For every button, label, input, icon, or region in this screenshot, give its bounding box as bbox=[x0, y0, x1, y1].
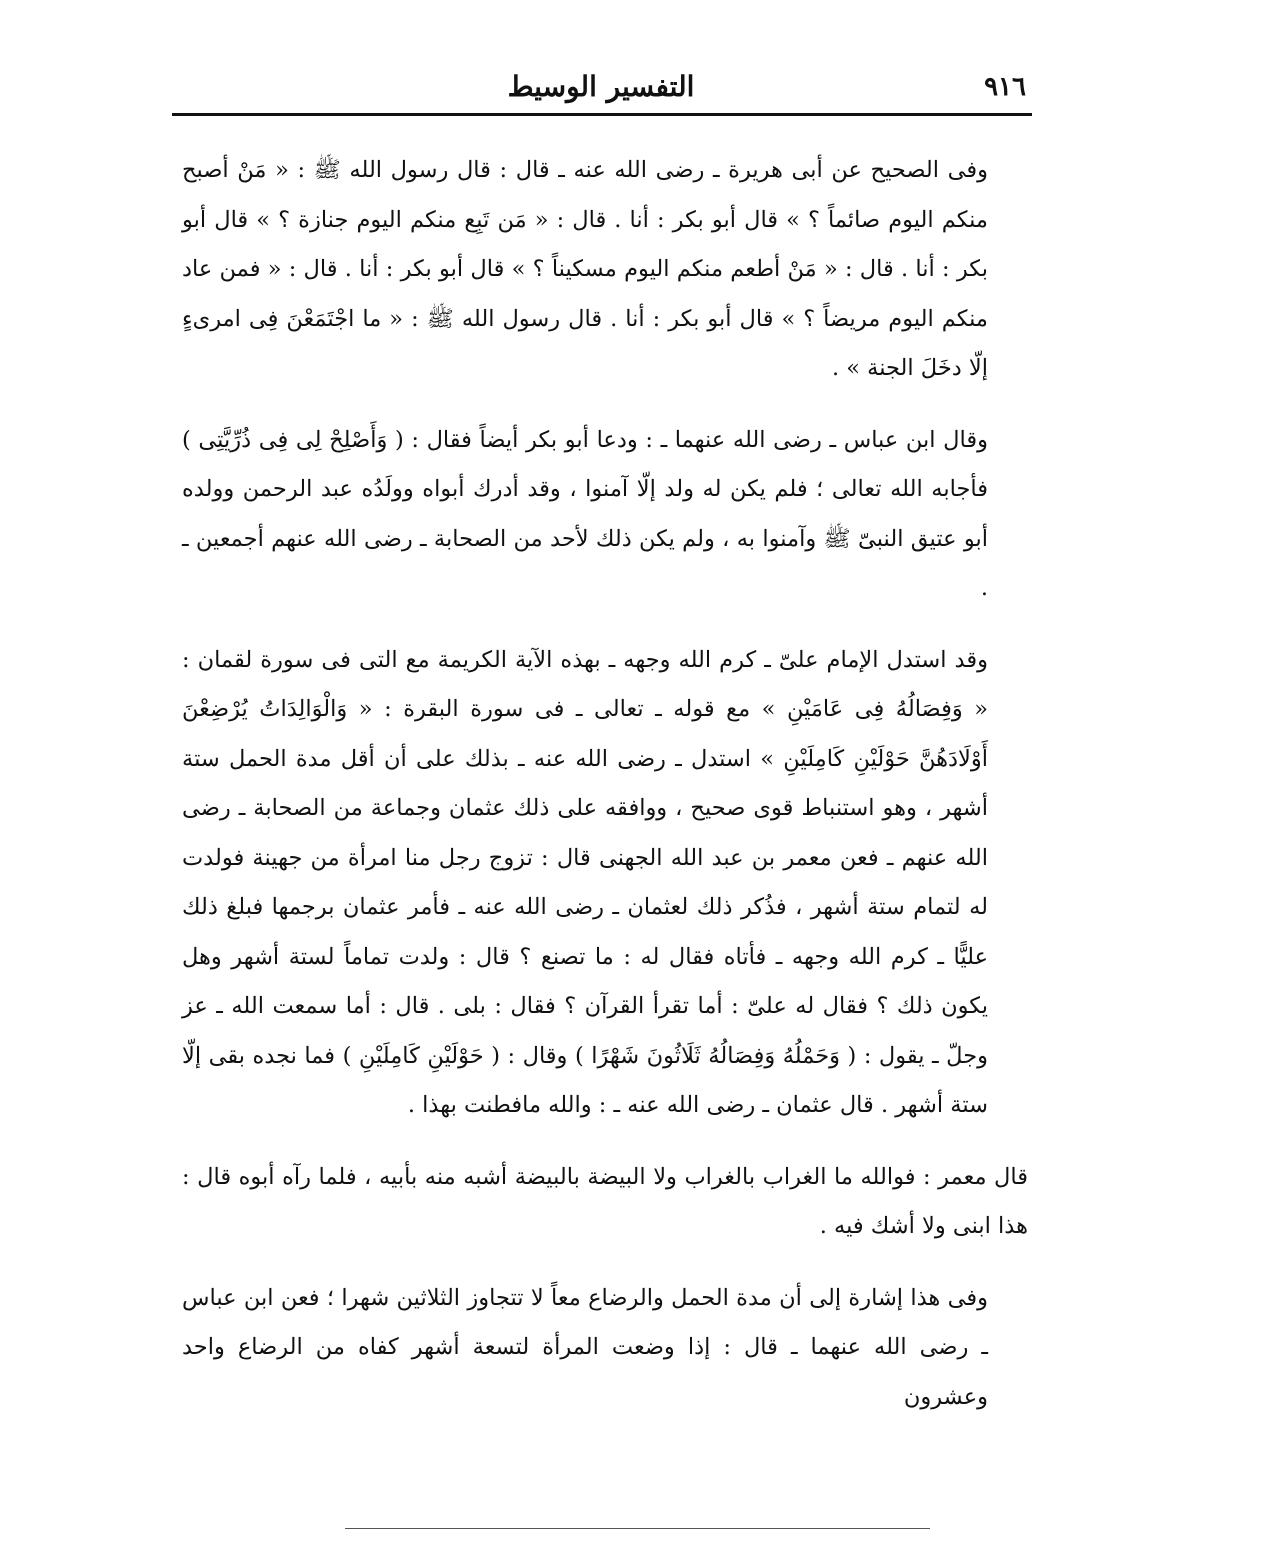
footer-rule bbox=[345, 1528, 930, 1529]
running-header bbox=[172, 68, 1030, 112]
paragraph-4: قال معمر : فوالله ما الغراب بالغراب ولا البيضة بالبيضة أشبه منه بأبيه ، فلما رآه أبوه قال : هذا ابنى ولا أشك فيه . bbox=[182, 1163, 1028, 1239]
body-text bbox=[182, 146, 1028, 1422]
paragraph-3: وقد استدل الإمام علىّ ـ كرم الله وجهه ـ بهذه الآية الكريمة مع التى فى سورة لقمان : « وَفِصَالُهُ فِى عَامَيْنِ » مع قوله ـ تعالى ـ فى سورة البقرة : « وَالْوَالِدَاتُ يُرْضِعْنَ أَوْلَادَهُنَّ حَوْلَيْنِ كَامِلَيْنِ » استدل ـ رضى الله عنه ـ بذلك على أن أقل مدة الحمل ستة أشهر ، وهو استنباط قوى صحيح ، ووافقه على ذلك عثمان وجماعة من الصحابة ـ رضى الله عنهم ـ فعن معمر بن عبد الله الجهنى قال : تزوج رجل منا امرأة من جهينة فولدت له لتمام ستة أشهر ، فذُكر ذلك لعثمان ـ رضى الله عنه ـ فأمر عثمان برجمها فبلغ ذلك عليًّا ـ كرم الله وجهه ـ فأتاه فقال له : ما تصنع ؟ قال : ولدت تماماً لستة أشهر وهل يكون ذلك ؟ فقال له علىّ : أما تقرأ القرآن ؟ فقال : بلى . قال : أما سمعت الله ـ عز وجلّ ـ يقول : ( وَحَمْلُهُ وَفِصَالُهُ ثَلَاثُونَ شَهْرًا ) وقال : ( حَوْلَيْنِ كَامِلَيْنِ ) فما نجده بقى إلّا ستة أشهر . قال عثمان ـ رضى الله عنه ـ : والله مافطنت بهذا . bbox=[182, 646, 988, 1118]
running-title: التفسير الوسيط bbox=[507, 70, 695, 103]
paragraph-2: وقال ابن عباس ـ رضى الله عنهما ـ : ودعا أبو بكر أيضاً فقال : ( وَأَصْلِحْ لِى فِى ذُرِّيَّتِى ) فأجابه الله تعالى ؛ فلم يكن له ولد إلّا آمنوا ، وقد أدرك أبواه وولَدُه عبد الرحمن وولده أبو عتيق النبىّ ﷺ وآمنوا به ، ولم يكن ذلك لأحد من الصحابة ـ رضى الله عنهم أجمعين ـ . bbox=[182, 426, 988, 601]
paragraph-5: وفى هذا إشارة إلى أن مدة الحمل والرضاع معاً لا تتجاوز الثلاثين شهرا ؛ فعن ابن عباس ـ رضى الله عنهما ـ قال : إذا وضعت المرأة لتسعة أشهر كفاه من الرضاع واحد وعشرون bbox=[182, 1284, 988, 1410]
page-number: ٩١٦ bbox=[984, 72, 1026, 102]
header-rule bbox=[172, 113, 1032, 116]
paragraph-1: وفى الصحيح عن أبى هريرة ـ رضى الله عنه ـ قال : قال رسول الله ﷺ : « مَنْ أصبح منكم اليوم صائماً ؟ » قال أبو بكر : أنا . قال : « مَن تَبِع منكم اليوم جنازة ؟ » قال أبو بكر : أنا . قال : « مَنْ أطعم منكم اليوم مسكيناً ؟ » قال أبو بكر : أنا . قال : « فمن عاد منكم اليوم مريضاً ؟ » قال أبو بكر : أنا . قال رسول الله ﷺ : « ما اجْتَمَعْنَ فِى امرىءٍ إلّا دخَلَ الجنة » . bbox=[182, 157, 988, 381]
